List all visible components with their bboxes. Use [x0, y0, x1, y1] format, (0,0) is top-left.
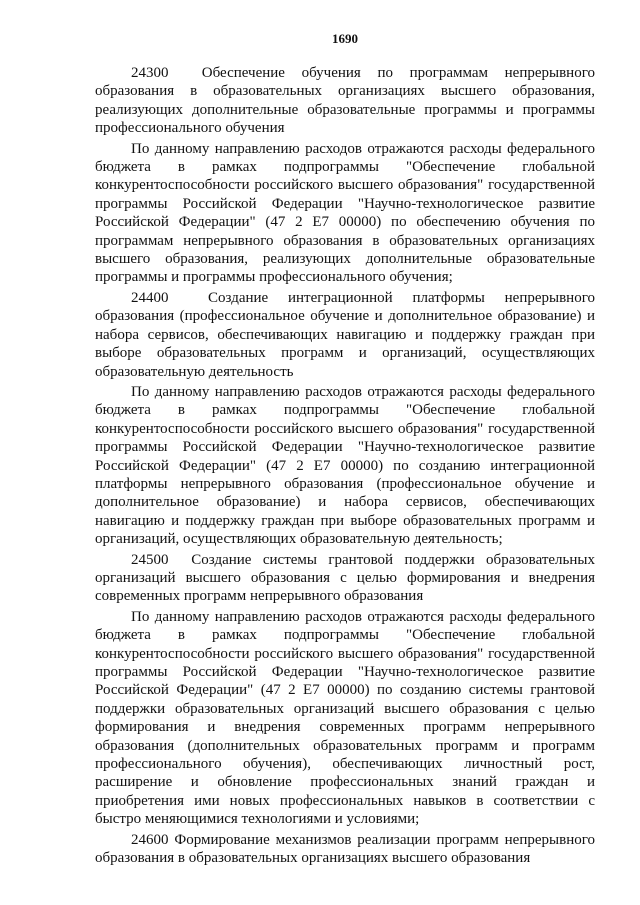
paragraph-24600-heading: 24600 Формирование механизмов реализации программ непрерывного образования в образовательных организациях высшего образования — [95, 831, 595, 867]
page-number: 1690 — [332, 31, 358, 46]
paragraph-24400-description: По данному направлению расходов отражаются расходы федерального бюджета в рамках подпрограммы "Обеспечение глобальной конкурентоспособности российского высшего образования" государственной программы Российской Федерации "Научно-технологическое развитие Российской Федерации" (47 2 Е7 00000) по созданию интеграционной платформы непрерывного образования (профессиональное обучение и дополнительное образование) и набора сервисов, обеспечивающих навигацию и поддержку граждан при выборе образовательных программ и организаций, осуществляющих образовательную деятельность; — [95, 383, 595, 548]
paragraph-24400-heading: 24400 Создание интеграционной платформы непрерывного образования (профессиональное обучение и дополнительное образование) и набора сервисов, обеспечивающих навигацию и поддержку граждан при выборе образовательных программ и организаций, осуществляющих образовательную деятельность — [95, 289, 595, 380]
paragraph-24300-description: По данному направлению расходов отражаются расходы федерального бюджета в рамках подпрограммы "Обеспечение глобальной конкурентоспособности российского высшего образования" государственной программы Российской Федерации "Научно-технологическое развитие Российской Федерации" (47 2 Е7 00000) по обеспечению обучения по программам непрерывного образования в образовательных организациях высшего образования, реализующих дополнительные образовательные программы и программы профессионального обучения; — [95, 140, 595, 286]
paragraph-24500-heading: 24500 Создание системы грантовой поддержки образовательных организаций высшего образования с целью формирования и внедрения современных программ непрерывного образования — [95, 551, 595, 605]
paragraph-24300-heading: 24300 Обеспечение обучения по программам непрерывного образования в образовательных организациях высшего образования, реализующих дополнительные образовательные программы и программы профессионального обучения — [95, 65, 595, 137]
paragraph-24500-description: По данному направлению расходов отражаются расходы федерального бюджета в рамках подпрограммы "Обеспечение глобальной конкурентоспособности российского высшего образования" государственной программы Российской Федерации "Научно-технологическое развитие Российской Федерации" (47 2 Е7 00000) по созданию системы грантовой поддержки образовательных организаций высшего образования с целью формирования и внедрения современных программ непрерывного образования (дополнительных образовательных программ и программ профессионального обучения), обеспечивающих личностный рост, расширение и обновление профессиональных знаний граждан и приобретения ими новых профессиональных навыков в соответствии с быстро меняющимися технологиями и условиями; — [95, 608, 595, 828]
document-page — [95, 30, 595, 867]
